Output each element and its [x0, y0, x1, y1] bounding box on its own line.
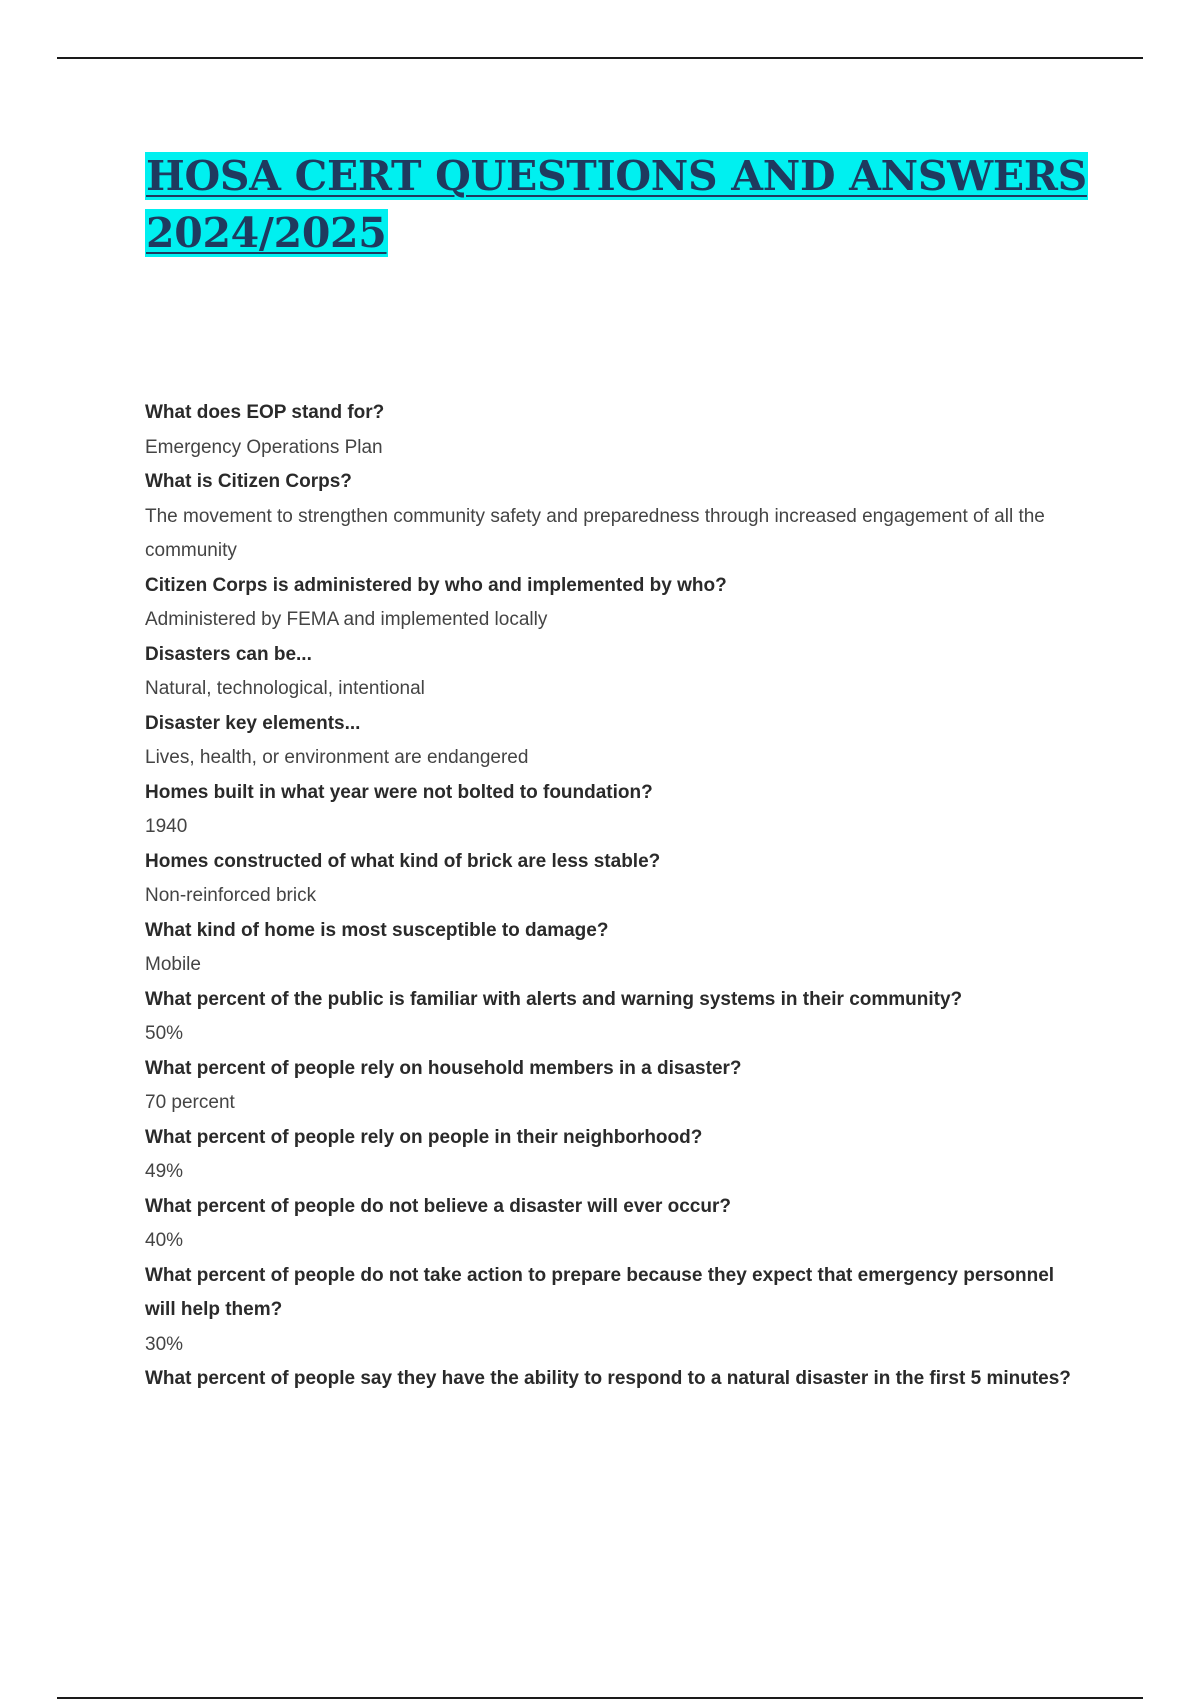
- answer: Lives, health, or environment are endangered: [145, 747, 529, 768]
- answer: The movement to strengthen community safety and preparedness through increased engagement of all the community: [145, 505, 1045, 561]
- qa-item: [145, 396, 1085, 465]
- question: Disaster key elements...: [145, 712, 361, 734]
- page-title: [145, 148, 1105, 262]
- qa-item: [145, 914, 1085, 983]
- answer: Administered by FEMA and implemented locally: [145, 609, 548, 630]
- qa-item: [145, 638, 1085, 707]
- answer: 1940: [145, 816, 188, 837]
- title-text: HOSA CERT QUESTIONS AND ANSWERS 2024/2025: [146, 152, 1087, 257]
- answer: 49%: [145, 1161, 184, 1182]
- question: What is Citizen Corps?: [145, 471, 352, 492]
- qa-item: [145, 1259, 1085, 1363]
- answer: 50%: [145, 1023, 184, 1044]
- question: Homes built in what year were not bolted to foundation?: [145, 781, 653, 803]
- qa-item: [145, 1121, 1085, 1190]
- answer: 30%: [145, 1333, 184, 1355]
- qa-item: [145, 465, 1085, 569]
- answer: Emergency Operations Plan: [145, 436, 383, 458]
- question: Homes constructed of what kind of brick are less stable?: [145, 850, 661, 872]
- answer: Mobile: [145, 954, 201, 975]
- qa-item: [145, 707, 1085, 776]
- answer: 40%: [145, 1230, 184, 1251]
- question: What percent of people do not believe a disaster will ever occur?: [145, 1195, 731, 1217]
- question: What kind of home is most susceptible to damage?: [145, 919, 609, 941]
- question: What percent of people say they have the ability to respond to a natural disaster in the first 5 minutes?: [145, 1368, 1071, 1389]
- question: What does EOP stand for?: [145, 402, 385, 423]
- answer: Non-reinforced brick: [145, 885, 317, 906]
- answer: Natural, technological, intentional: [145, 678, 425, 699]
- question: Citizen Corps is administered by who and implemented by who?: [145, 574, 727, 596]
- question: What percent of the public is familiar with alerts and warning systems in their community?: [145, 988, 963, 1010]
- qa-item: [145, 1362, 1085, 1397]
- qa-list: [145, 396, 1085, 1397]
- answer: 70 percent: [145, 1092, 235, 1113]
- qa-item: [145, 1052, 1085, 1121]
- qa-item: [145, 1190, 1085, 1259]
- question: What percent of people rely on people in their neighborhood?: [145, 1126, 703, 1148]
- question: Disasters can be...: [145, 643, 312, 665]
- question: What percent of people rely on household members in a disaster?: [145, 1057, 742, 1079]
- qa-item: [145, 983, 1085, 1052]
- top-rule: [57, 57, 1143, 59]
- qa-item: [145, 845, 1085, 914]
- qa-item: [145, 569, 1085, 638]
- question: What percent of people do not take action to prepare because they expect that emergency personnel will help them?: [145, 1264, 1055, 1320]
- bottom-rule: [57, 1697, 1143, 1699]
- qa-item: [145, 776, 1085, 845]
